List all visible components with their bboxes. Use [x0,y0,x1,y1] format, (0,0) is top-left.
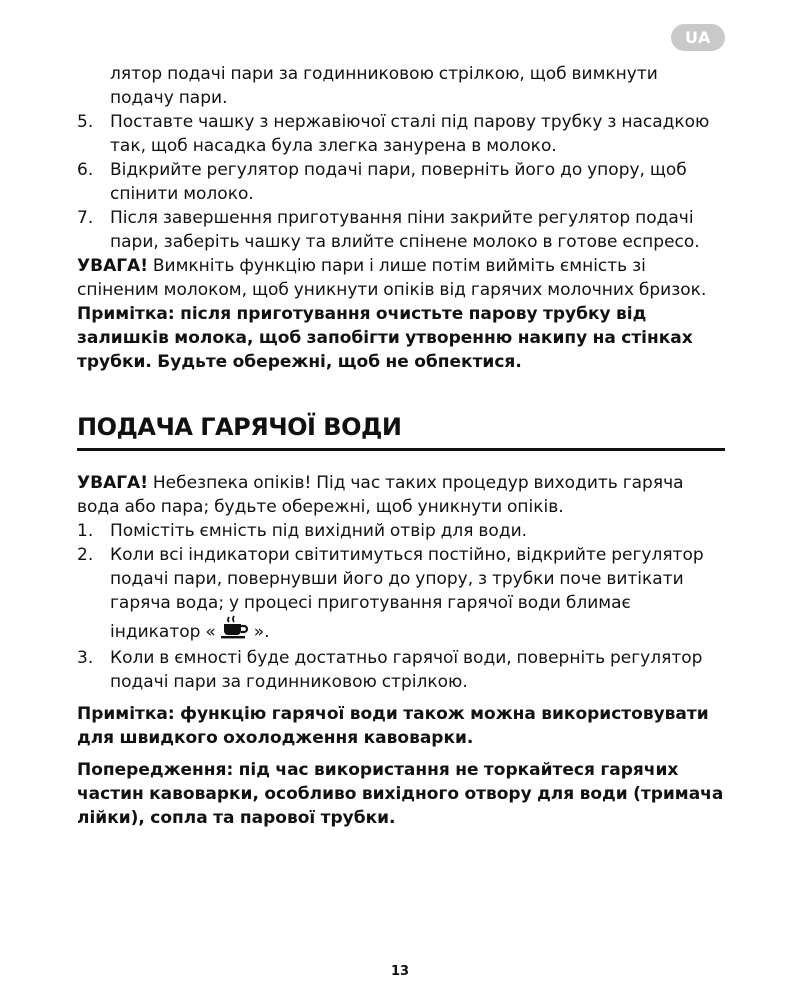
section-heading: ПОДАЧА ГАРЯЧОЇ ВОДИ [77,412,725,451]
page-number: 13 [390,964,410,979]
warning-label: УВАГА! [77,473,148,493]
list-item [77,646,725,694]
list-item [77,110,725,158]
list-text: Поставте чашку з нержавіючої сталі під парову трубку з насадкою так, щоб насадка була злегка занурена в молоко. [110,112,710,156]
list-text: Коли всі індикатори світитимуться постійно, відкрийте регулятор подачі пари, повернувши його до упору, з трубки поче витікати гаряча вода; у процесі приготування гарячої води блимає індикатор « [110,545,704,642]
language-badge: UA [671,24,725,51]
list-item [77,158,725,206]
list-text: Коли в ємності буде достатньо гарячої води, поверніть регулятор подачі пари за годинниковою стрілкою. [110,648,703,692]
warning-paragraph [77,471,725,519]
list-text: Помістіть ємність під вихідний отвір для води. [110,521,528,541]
list-item [77,206,725,254]
list-text-end: ». [253,622,270,642]
list-number: 1. [77,521,94,541]
list-number: 6. [77,160,94,180]
note-paragraph: Примітка: функцію гарячої води також можна використовувати для швидкого охолодження кавоварки. [77,704,709,748]
list-number: 5. [77,112,94,132]
list-text: Після завершення приготування піни закрийте регулятор подачі пари, заберіть чашку та влийте спінене молоко в готове еспресо. [110,208,700,252]
hot-cup-icon [220,615,250,646]
warning-text: Вимкніть функцію пари і лише потім вийміть ємність зі спіненим молоком, щоб уникнути опіків від гарячих молочних бризок. [77,256,707,300]
list-text: Відкрийте регулятор подачі пари, поверніть його до упору, щоб спінити молоко. [110,160,687,204]
document-body [77,62,725,830]
warning-text: Небезпека опіків! Під час таких процедур виходить гаряча вода або пара; будьте обережні, щоб уникнути опіків. [77,473,684,517]
caution-paragraph: Попередження: під час використання не торкайтеся гарячих частин кавоварки, особливо вихідного отвору для води (тримача лійки), сопла та парової трубки. [77,760,724,828]
list-number: 7. [77,208,94,228]
list-number: 2. [77,545,94,565]
list-number: 3. [77,648,94,668]
warning-label: УВАГА! [77,256,148,276]
note-paragraph: Примітка: після приготування очистьте парову трубку від залишків молока, щоб запобігти утворенню накипу на стінках трубки. Будьте обережні, щоб не обпектися. [77,304,693,372]
warning-paragraph [77,254,725,302]
continued-paragraph: лятор подачі пари за годинниковою стрілкою, щоб вимкнути подачу пари. [110,64,658,108]
list-item [77,519,725,543]
list-item [77,543,725,646]
